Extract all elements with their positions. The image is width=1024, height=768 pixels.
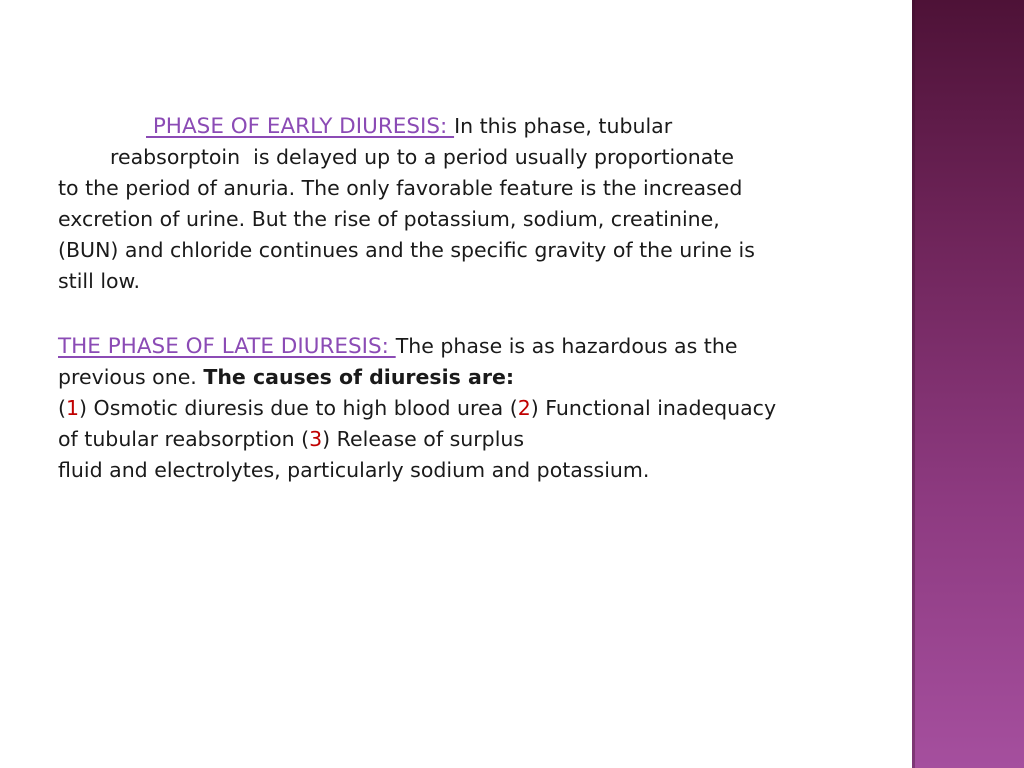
early-diuresis-line-2: reabsorptoin is delayed up to a period usually proportionate <box>110 145 734 169</box>
cause-number-1: 1 <box>66 396 80 420</box>
side-bar-edge <box>912 0 915 768</box>
early-diuresis-heading: PHASE OF EARLY DIURESIS: <box>146 114 455 139</box>
early-diuresis-line-4: excretion of urine. But the rise of potassium, sodium, creatinine, <box>58 207 720 231</box>
decorative-side-bar <box>912 0 1024 768</box>
late-diuresis-line-3 <box>58 393 878 424</box>
late-diuresis-heading: THE PHASE OF LATE DIURESIS: <box>58 334 396 359</box>
late-diuresis-line-5: fluid and electrolytes, particularly sodium and potassium. <box>58 458 650 482</box>
cause-number-3: 3 <box>309 427 323 451</box>
open-paren-1: ( <box>58 396 66 420</box>
cause-text-1: ) Osmotic diuresis due to high blood urea ( <box>79 396 518 420</box>
late-text-4a: of tubular reabsorption ( <box>58 427 310 451</box>
late-diuresis-line-1 <box>58 331 878 362</box>
late-diuresis-line-4 <box>58 424 878 455</box>
cause-text-2: ) Functional inadequacy <box>530 396 777 420</box>
late-diuresis-line-2 <box>58 362 878 393</box>
slide-body-text <box>58 111 878 486</box>
late-text-4b: ) Release of surplus <box>322 427 525 451</box>
early-diuresis-line-1 <box>58 111 878 142</box>
late-text-1: The phase is as hazardous as the <box>395 334 738 358</box>
early-diuresis-line-3: to the period of anuria. The only favorable feature is the increased <box>58 176 743 200</box>
causes-label: The causes of diuresis are: <box>203 365 515 389</box>
cause-number-2: 2 <box>517 396 531 420</box>
paragraph-gap <box>58 297 878 328</box>
early-text-1: In this phase, tubular <box>454 114 673 138</box>
early-diuresis-line-5: (BUN) and chloride continues and the specific gravity of the urine is <box>58 238 755 262</box>
early-diuresis-line-6: still low. <box>58 269 140 293</box>
late-text-2a: previous one. <box>58 365 204 389</box>
